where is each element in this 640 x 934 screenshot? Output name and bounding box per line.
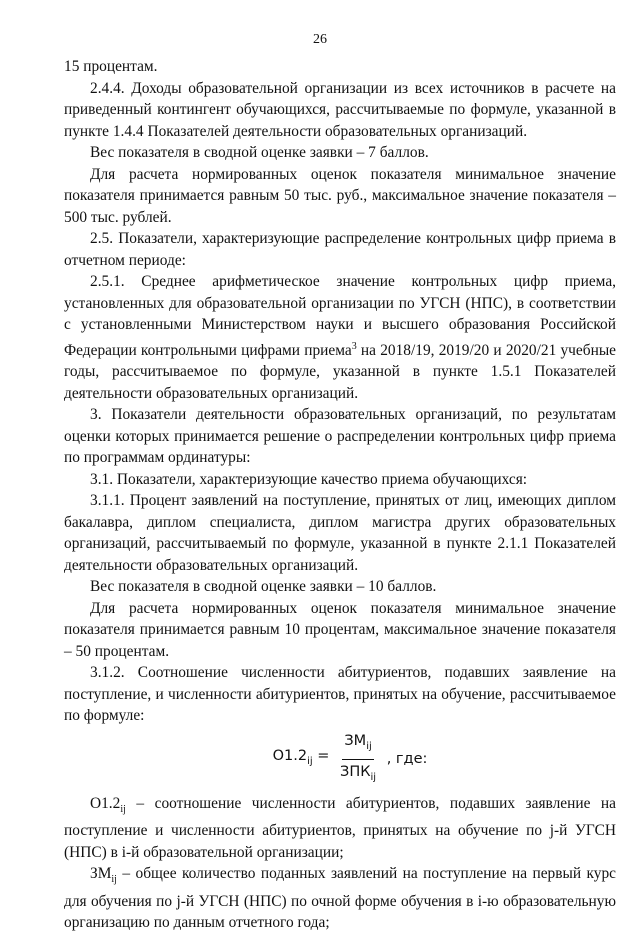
paragraph bbox=[64, 271, 616, 404]
formula-numerator: $ЗМ_{ij}$ bbox=[342, 731, 373, 759]
paragraph: 2.5. Показатели, характеризующие распределение контрольных цифр приема в отчетном периоде: bbox=[64, 230, 616, 269]
definition-term: O1.2 bbox=[90, 794, 121, 812]
definition: $ЗМ_{ij}$ – общее количество поданных заявлений на поступление на первый курс для обучения по j-й УГСН (НПС) по очной форме обучения в i-ю образовательную организацию по данным отчетного года; bbox=[64, 865, 616, 932]
formula-tail: , где: bbox=[382, 750, 428, 767]
paragraph-text: на 2018/19, 2019/20 и 2020/21 учебные годы, рассчитываемое по формуле, указанной в пункте 1.5.1 Показателей деятельности образовательных организаций. bbox=[64, 341, 616, 402]
paragraph: 3.1.2. Соотношение численности абитуриентов, подавших заявление на поступление, и численности абитуриентов, принятых на обучение, рассчитываемое по формуле: bbox=[64, 664, 616, 725]
definition-text: – общее количество поданных заявлений на поступление на первый курс для обучения по j-й УГСН (НПС) по очной форме обучения в i-ю образовательную организацию по данным отчетного года; bbox=[64, 865, 616, 932]
document-body bbox=[64, 56, 616, 934]
paragraph: Вес показателя в сводной оценке заявки – 7 баллов. bbox=[90, 144, 429, 161]
paragraph: 3. Показатели деятельности образовательных организаций, по результатам оценки которых принимается решение о распределении контрольных цифр приема по программам ординатуры: bbox=[64, 406, 616, 467]
paragraph: 15 процентам. bbox=[64, 58, 158, 75]
formula-denominator: $ЗПК_{ij}$ bbox=[340, 763, 377, 783]
page-number: 26 bbox=[313, 32, 327, 47]
paragraph: Для расчета нормированных оценок показателя минимальное значение показателя принимается равным 50 тыс. руб., максимальное значение показателя – 500 тыс. рублей. bbox=[64, 165, 616, 226]
paragraph: Для расчета нормированных оценок показателя минимальное значение показателя принимается равным 10 процентам, максимальное значение показателя – 50 процентам. bbox=[64, 599, 616, 660]
definition-text: – соотношение численности абитуриентов, подавших заявление на поступление и численности абитуриентов, принятых на обучение по j-й УГСН (НПС) в i-й образовательной организации; bbox=[64, 794, 616, 861]
formula bbox=[84, 727, 616, 793]
paragraph-text: 2.5.1. Среднее арифметическое значение контрольных цифр приема, установленных для образовательной организации по УГСН (НПС), в соответствии с установленными Министерством науки и высшего образования Российской Федерации контрольными цифрами приема bbox=[64, 273, 616, 359]
definition-term: ЗМ bbox=[90, 865, 112, 883]
definition: $O1.2_{ij}$ – соотношение численности абитуриентов, подавших заявление на поступление и численности абитуриентов, принятых на обучение по j-й УГСН (НПС) в i-й образовательной организации; bbox=[64, 794, 616, 861]
formula-lhs: $O1.2_{ij}$ = bbox=[272, 748, 335, 768]
paragraph: 3.1. Показатели, характеризующие качество приема обучающихся: bbox=[90, 470, 528, 488]
paragraph: 2.4.4. Доходы образовательной организации из всех источников в расчете на приведенный контингент обучающихся, рассчитываемые по формуле, указанной в пункте 1.4.4 Показателей деятельности образовательных организаций. bbox=[64, 79, 616, 140]
footnote-ref: 3 bbox=[351, 340, 357, 352]
formula-fraction bbox=[338, 731, 378, 788]
paragraph: Вес показателя в сводной оценке заявки – 10 баллов. bbox=[90, 578, 437, 596]
paragraph: 3.1.1. Процент заявлений на поступление, принятых от лиц, имеющих диплом бакалавра, диплом специалиста, диплом магистра других образовательных организаций, рассчитываемый по формуле, указанной в пункте 2.1.1 Показателей деятельности образовательных организаций. bbox=[64, 492, 616, 574]
